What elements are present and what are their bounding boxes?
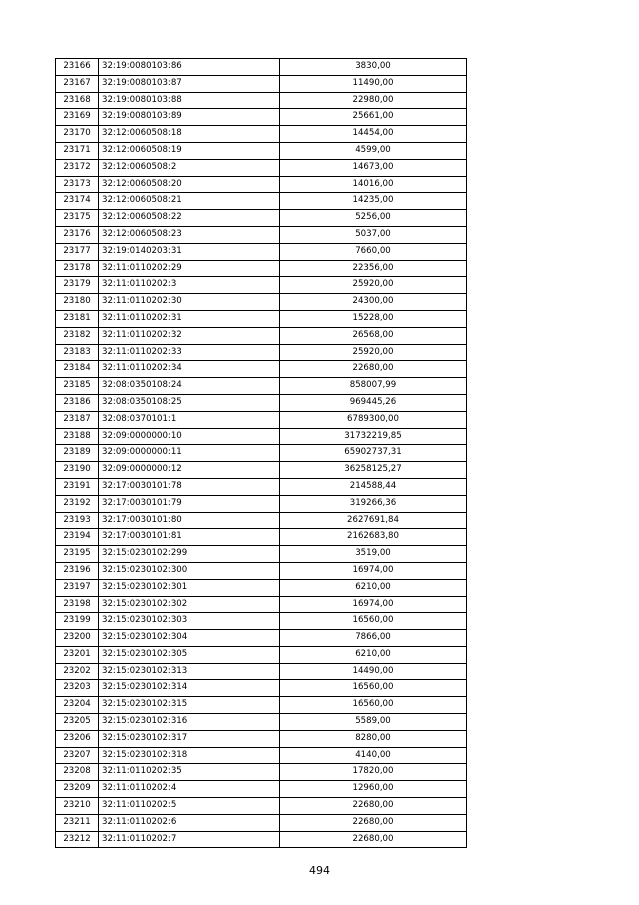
cadastral-number-cell: 32:12:0060508:19 bbox=[99, 142, 280, 159]
cadastral-number-cell: 32:19:0080103:89 bbox=[99, 109, 280, 126]
cadastral-number-cell: 32:11:0110202:31 bbox=[99, 310, 280, 327]
row-number-cell: 23184 bbox=[56, 361, 99, 378]
row-number-cell: 23166 bbox=[56, 59, 99, 76]
table-row bbox=[56, 243, 467, 260]
table-row bbox=[56, 92, 467, 109]
table-row bbox=[56, 579, 467, 596]
table-row bbox=[56, 310, 467, 327]
cadastral-value-cell: 26568,00 bbox=[280, 327, 467, 344]
cadastral-value-cell: 12960,00 bbox=[280, 781, 467, 798]
row-number-cell: 23188 bbox=[56, 428, 99, 445]
row-number-cell: 23189 bbox=[56, 445, 99, 462]
cadastral-value-cell: 5256,00 bbox=[280, 210, 467, 227]
cadastral-number-cell: 32:08:0370101:1 bbox=[99, 411, 280, 428]
row-number-cell: 23167 bbox=[56, 75, 99, 92]
row-number-cell: 23181 bbox=[56, 310, 99, 327]
cadastral-number-cell: 32:17:0030101:79 bbox=[99, 495, 280, 512]
row-number-cell: 23197 bbox=[56, 579, 99, 596]
cadastral-value-cell: 7866,00 bbox=[280, 630, 467, 647]
cadastral-number-cell: 32:12:0060508:22 bbox=[99, 210, 280, 227]
row-number-cell: 23198 bbox=[56, 596, 99, 613]
table-row bbox=[56, 210, 467, 227]
cadastral-number-cell: 32:15:0230102:316 bbox=[99, 714, 280, 731]
table-row bbox=[56, 680, 467, 697]
cadastral-value-cell: 22680,00 bbox=[280, 361, 467, 378]
cadastral-value-cell: 16560,00 bbox=[280, 680, 467, 697]
cadastral-number-cell: 32:11:0110202:3 bbox=[99, 277, 280, 294]
table-row bbox=[56, 495, 467, 512]
row-number-cell: 23180 bbox=[56, 294, 99, 311]
cadastral-number-cell: 32:11:0110202:33 bbox=[99, 344, 280, 361]
table-row bbox=[56, 226, 467, 243]
row-number-cell: 23205 bbox=[56, 714, 99, 731]
cadastral-number-cell: 32:15:0230102:299 bbox=[99, 546, 280, 563]
cadastral-number-cell: 32:12:0060508:23 bbox=[99, 226, 280, 243]
table-row bbox=[56, 730, 467, 747]
row-number-cell: 23171 bbox=[56, 142, 99, 159]
row-number-cell: 23179 bbox=[56, 277, 99, 294]
cadastral-number-cell: 32:09:0000000:12 bbox=[99, 462, 280, 479]
cadastral-number-cell: 32:19:0140203:31 bbox=[99, 243, 280, 260]
cadastral-value-cell: 65902737,31 bbox=[280, 445, 467, 462]
cadastral-number-cell: 32:11:0110202:7 bbox=[99, 831, 280, 848]
cadastral-number-cell: 32:15:0230102:318 bbox=[99, 747, 280, 764]
cadastral-number-cell: 32:19:0080103:87 bbox=[99, 75, 280, 92]
cadastral-value-cell: 5037,00 bbox=[280, 226, 467, 243]
row-number-cell: 23191 bbox=[56, 478, 99, 495]
cadastral-value-cell: 36258125,27 bbox=[280, 462, 467, 479]
table-row bbox=[56, 462, 467, 479]
row-number-cell: 23195 bbox=[56, 546, 99, 563]
table-row bbox=[56, 562, 467, 579]
row-number-cell: 23203 bbox=[56, 680, 99, 697]
cadastral-value-cell: 22980,00 bbox=[280, 92, 467, 109]
table-row bbox=[56, 193, 467, 210]
cadastral-value-cell: 22356,00 bbox=[280, 260, 467, 277]
row-number-cell: 23173 bbox=[56, 176, 99, 193]
cadastral-value-cell: 14016,00 bbox=[280, 176, 467, 193]
cadastral-value-cell: 2162683,80 bbox=[280, 529, 467, 546]
cadastral-number-cell: 32:11:0110202:6 bbox=[99, 814, 280, 831]
table-row bbox=[56, 59, 467, 76]
row-number-cell: 23174 bbox=[56, 193, 99, 210]
table-row bbox=[56, 613, 467, 630]
row-number-cell: 23190 bbox=[56, 462, 99, 479]
table-row bbox=[56, 646, 467, 663]
cadastral-value-cell: 22680,00 bbox=[280, 814, 467, 831]
cadastral-number-cell: 32:11:0110202:4 bbox=[99, 781, 280, 798]
cadastral-number-cell: 32:12:0060508:21 bbox=[99, 193, 280, 210]
row-number-cell: 23168 bbox=[56, 92, 99, 109]
cadastral-value-cell: 6210,00 bbox=[280, 646, 467, 663]
cadastral-number-cell: 32:12:0060508:2 bbox=[99, 159, 280, 176]
cadastral-number-cell: 32:19:0080103:86 bbox=[99, 59, 280, 76]
table-row bbox=[56, 176, 467, 193]
cadastral-value-cell: 7660,00 bbox=[280, 243, 467, 260]
cadastral-value-cell: 16560,00 bbox=[280, 613, 467, 630]
table-row bbox=[56, 697, 467, 714]
table-row bbox=[56, 714, 467, 731]
cadastral-value-cell: 15228,00 bbox=[280, 310, 467, 327]
table-row bbox=[56, 781, 467, 798]
cadastral-value-cell: 11490,00 bbox=[280, 75, 467, 92]
cadastral-number-cell: 32:15:0230102:304 bbox=[99, 630, 280, 647]
row-number-cell: 23194 bbox=[56, 529, 99, 546]
cadastral-number-cell: 32:15:0230102:313 bbox=[99, 663, 280, 680]
cadastral-value-cell: 14673,00 bbox=[280, 159, 467, 176]
table-row bbox=[56, 159, 467, 176]
table-row bbox=[56, 747, 467, 764]
cadastral-value-cell: 319266,36 bbox=[280, 495, 467, 512]
table-row bbox=[56, 75, 467, 92]
cadastral-number-cell: 32:19:0080103:88 bbox=[99, 92, 280, 109]
table-row bbox=[56, 630, 467, 647]
cadastral-value-cell: 24300,00 bbox=[280, 294, 467, 311]
table-row bbox=[56, 445, 467, 462]
cadastral-value-cell: 25920,00 bbox=[280, 344, 467, 361]
row-number-cell: 23178 bbox=[56, 260, 99, 277]
table-row bbox=[56, 394, 467, 411]
row-number-cell: 23210 bbox=[56, 798, 99, 815]
cadastral-value-cell: 14454,00 bbox=[280, 126, 467, 143]
row-number-cell: 23170 bbox=[56, 126, 99, 143]
row-number-cell: 23212 bbox=[56, 831, 99, 848]
table-row bbox=[56, 142, 467, 159]
table-row bbox=[56, 327, 467, 344]
cadastral-number-cell: 32:17:0030101:80 bbox=[99, 512, 280, 529]
table-row bbox=[56, 529, 467, 546]
row-number-cell: 23186 bbox=[56, 394, 99, 411]
row-number-cell: 23201 bbox=[56, 646, 99, 663]
cadastral-number-cell: 32:15:0230102:302 bbox=[99, 596, 280, 613]
table-row bbox=[56, 512, 467, 529]
cadastral-value-table bbox=[55, 58, 467, 848]
cadastral-value-cell: 3519,00 bbox=[280, 546, 467, 563]
row-number-cell: 23199 bbox=[56, 613, 99, 630]
cadastral-value-cell: 16974,00 bbox=[280, 596, 467, 613]
cadastral-number-cell: 32:15:0230102:303 bbox=[99, 613, 280, 630]
cadastral-number-cell: 32:08:0350108:25 bbox=[99, 394, 280, 411]
row-number-cell: 23209 bbox=[56, 781, 99, 798]
row-number-cell: 23172 bbox=[56, 159, 99, 176]
table-row bbox=[56, 814, 467, 831]
cadastral-number-cell: 32:15:0230102:305 bbox=[99, 646, 280, 663]
row-number-cell: 23208 bbox=[56, 764, 99, 781]
table-row bbox=[56, 411, 467, 428]
row-number-cell: 23193 bbox=[56, 512, 99, 529]
row-number-cell: 23200 bbox=[56, 630, 99, 647]
row-number-cell: 23207 bbox=[56, 747, 99, 764]
cadastral-number-cell: 32:09:0000000:10 bbox=[99, 428, 280, 445]
table-row bbox=[56, 798, 467, 815]
cadastral-value-cell: 6210,00 bbox=[280, 579, 467, 596]
cadastral-number-cell: 32:15:0230102:315 bbox=[99, 697, 280, 714]
cadastral-number-cell: 32:17:0030101:78 bbox=[99, 478, 280, 495]
cadastral-value-cell: 4599,00 bbox=[280, 142, 467, 159]
cadastral-value-cell: 31732219,85 bbox=[280, 428, 467, 445]
table-row bbox=[56, 260, 467, 277]
row-number-cell: 23182 bbox=[56, 327, 99, 344]
row-number-cell: 23206 bbox=[56, 730, 99, 747]
table-row bbox=[56, 294, 467, 311]
cadastral-number-cell: 32:11:0110202:30 bbox=[99, 294, 280, 311]
cadastral-value-cell: 14490,00 bbox=[280, 663, 467, 680]
cadastral-value-cell: 25920,00 bbox=[280, 277, 467, 294]
cadastral-value-cell: 969445,26 bbox=[280, 394, 467, 411]
cadastral-number-cell: 32:15:0230102:301 bbox=[99, 579, 280, 596]
table-row bbox=[56, 663, 467, 680]
cadastral-number-cell: 32:17:0030101:81 bbox=[99, 529, 280, 546]
row-number-cell: 23177 bbox=[56, 243, 99, 260]
cadastral-value-cell: 4140,00 bbox=[280, 747, 467, 764]
row-number-cell: 23175 bbox=[56, 210, 99, 227]
table-row bbox=[56, 378, 467, 395]
table-row bbox=[56, 764, 467, 781]
cadastral-value-cell: 16974,00 bbox=[280, 562, 467, 579]
table-row bbox=[56, 596, 467, 613]
row-number-cell: 23192 bbox=[56, 495, 99, 512]
table-row bbox=[56, 126, 467, 143]
table-row bbox=[56, 109, 467, 126]
table-row bbox=[56, 478, 467, 495]
cadastral-value-cell: 8280,00 bbox=[280, 730, 467, 747]
row-number-cell: 23202 bbox=[56, 663, 99, 680]
table-row bbox=[56, 277, 467, 294]
table-row bbox=[56, 546, 467, 563]
row-number-cell: 23169 bbox=[56, 109, 99, 126]
table-row bbox=[56, 361, 467, 378]
row-number-cell: 23185 bbox=[56, 378, 99, 395]
table-row bbox=[56, 831, 467, 848]
cadastral-value-cell: 17820,00 bbox=[280, 764, 467, 781]
cadastral-value-cell: 2627691,84 bbox=[280, 512, 467, 529]
cadastral-number-cell: 32:11:0110202:35 bbox=[99, 764, 280, 781]
page-number: 494 bbox=[309, 864, 330, 877]
cadastral-number-cell: 32:15:0230102:300 bbox=[99, 562, 280, 579]
row-number-cell: 23176 bbox=[56, 226, 99, 243]
row-number-cell: 23204 bbox=[56, 697, 99, 714]
cadastral-value-cell: 22680,00 bbox=[280, 831, 467, 848]
cadastral-number-cell: 32:12:0060508:20 bbox=[99, 176, 280, 193]
cadastral-value-cell: 858007,99 bbox=[280, 378, 467, 395]
cadastral-value-cell: 25661,00 bbox=[280, 109, 467, 126]
cadastral-number-cell: 32:11:0110202:32 bbox=[99, 327, 280, 344]
cadastral-number-cell: 32:09:0000000:11 bbox=[99, 445, 280, 462]
cadastral-value-cell: 214588,44 bbox=[280, 478, 467, 495]
table-row bbox=[56, 428, 467, 445]
cadastral-value-cell: 14235,00 bbox=[280, 193, 467, 210]
cadastral-number-cell: 32:11:0110202:34 bbox=[99, 361, 280, 378]
row-number-cell: 23196 bbox=[56, 562, 99, 579]
cadastral-number-cell: 32:11:0110202:5 bbox=[99, 798, 280, 815]
cadastral-value-cell: 3830,00 bbox=[280, 59, 467, 76]
row-number-cell: 23183 bbox=[56, 344, 99, 361]
table-row bbox=[56, 344, 467, 361]
cadastral-number-cell: 32:15:0230102:314 bbox=[99, 680, 280, 697]
cadastral-value-cell: 16560,00 bbox=[280, 697, 467, 714]
cadastral-number-cell: 32:12:0060508:18 bbox=[99, 126, 280, 143]
table-body bbox=[56, 59, 467, 848]
cadastral-number-cell: 32:08:0350108:24 bbox=[99, 378, 280, 395]
row-number-cell: 23211 bbox=[56, 814, 99, 831]
cadastral-number-cell: 32:15:0230102:317 bbox=[99, 730, 280, 747]
cadastral-number-cell: 32:11:0110202:29 bbox=[99, 260, 280, 277]
cadastral-value-cell: 6789300,00 bbox=[280, 411, 467, 428]
row-number-cell: 23187 bbox=[56, 411, 99, 428]
cadastral-value-cell: 5589,00 bbox=[280, 714, 467, 731]
cadastral-value-cell: 22680,00 bbox=[280, 798, 467, 815]
